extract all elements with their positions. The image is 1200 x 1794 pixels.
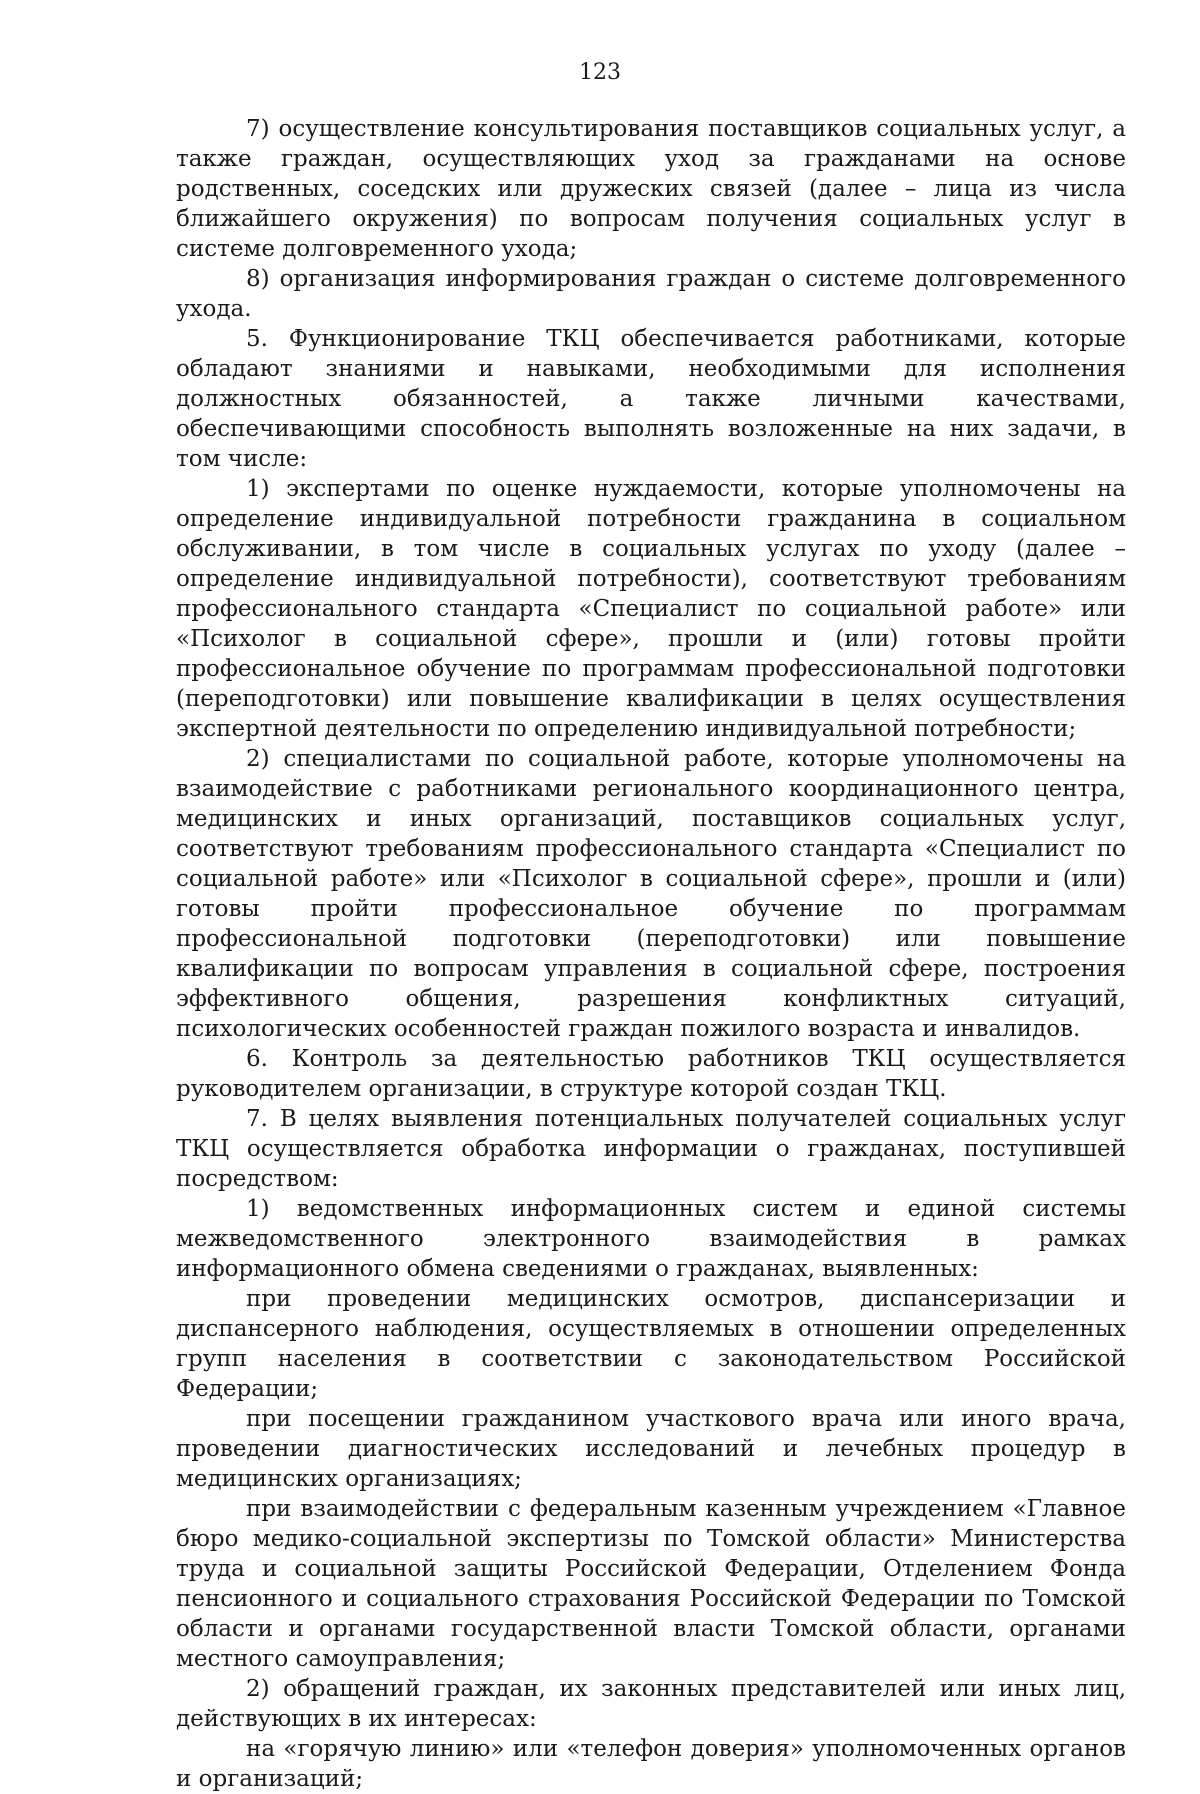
- paragraph-interaction-bureau: при взаимодействии с федеральным казенным учреждением «Главное бюро медико-социальной экспертизы по Томской области» Министерства труда и социальной защиты Российской Федерации, Отделением Фонда пенсионного и социального страхования Российской Федерации по Томской области и органами государственной власти Томской области, органами местного самоуправления;: [176, 1496, 1126, 1672]
- paragraph-section-5-item-1-experts: 1) экспертами по оценке нуждаемости, которые уполномочены на определение индивидуальной потребности гражданина в социальном обслуживании, в том числе в социальных услугах по уходу (далее – определение индивидуальной потребности), соответствуют требованиям профессионального стандарта «Специалист по социальной работе» или «Психолог в социальной сфере», прошли и (или) готовы пройти профессиональное обучение по программам профессиональной подготовки (переподготовки) или повышение квалификации в целях осуществления экспертной деятельности по определению индивидуальной потребности;: [176, 476, 1126, 742]
- paragraph-medical-checkups: при проведении медицинских осмотров, диспансеризации и диспансерного наблюдения, осуществляемых в отношении определенных групп населения в соответствии с законодательством Российской Федерации;: [176, 1286, 1126, 1402]
- paragraph-section-6: 6. Контроль за деятельностью работников ТКЦ осуществляется руководителем организации, в структуре которой создан ТКЦ.: [176, 1046, 1126, 1102]
- paragraph-section-7-item-1: 1) ведомственных информационных систем и единой системы межведомственного электронного взаимодействия в рамках информационного обмена сведениями о гражданах, выявленных:: [176, 1196, 1126, 1282]
- paragraph-section-7: 7. В целях выявления потенциальных получателей социальных услуг ТКЦ осуществляется обработка информации о гражданах, поступившей посредством:: [176, 1106, 1126, 1192]
- paragraph-item-8-informing: 8) организация информирования граждан о системе долговременного ухода.: [176, 266, 1126, 322]
- document-body: [176, 114, 1126, 1794]
- paragraph-section-5-item-2-specialists: 2) специалистами по социальной работе, которые уполномочены на взаимодействие с работниками регионального координационного центра, медицинских и иных организаций, поставщиков социальных услуг, соответствуют требованиям профессионального стандарта «Специалист по социальной работе» или «Психолог в социальной сфере», прошли и (или) готовы пройти профессиональное обучение по программам профессиональной подготовки (переподготовки) или повышение квалификации по вопросам управления в социальной сфере, построения эффективного общения, разрешения конфликтных ситуаций, психологических особенностей граждан пожилого возраста и инвалидов.: [176, 746, 1126, 1042]
- paragraph-doctor-visits: при посещении гражданином участкового врача или иного врача, проведении диагностических исследований и лечебных процедур в медицинских организациях;: [176, 1406, 1126, 1492]
- paragraph-item-7-consulting: 7) осуществление консультирования поставщиков социальных услуг, а также граждан, осуществляющих уход за гражданами на основе родственных, соседских или дружеских связей (далее – лица из числа ближайшего окружения) по вопросам получения социальных услуг в системе долговременного ухода;: [176, 116, 1126, 262]
- page-number: 123: [579, 60, 621, 85]
- paragraph-section-5: 5. Функционирование ТКЦ обеспечивается работниками, которые обладают знаниями и навыками, необходимыми для исполнения должностных обязанностей, а также личными качествами, обеспечивающими способность выполнять возложенные на них задачи, в том числе:: [176, 326, 1126, 472]
- paragraph-section-7-item-2: 2) обращений граждан, их законных представителей или иных лиц, действующих в их интересах:: [176, 1676, 1126, 1732]
- paragraph-hotline: на «горячую линию» или «телефон доверия» уполномоченных органов и организаций;: [176, 1736, 1126, 1792]
